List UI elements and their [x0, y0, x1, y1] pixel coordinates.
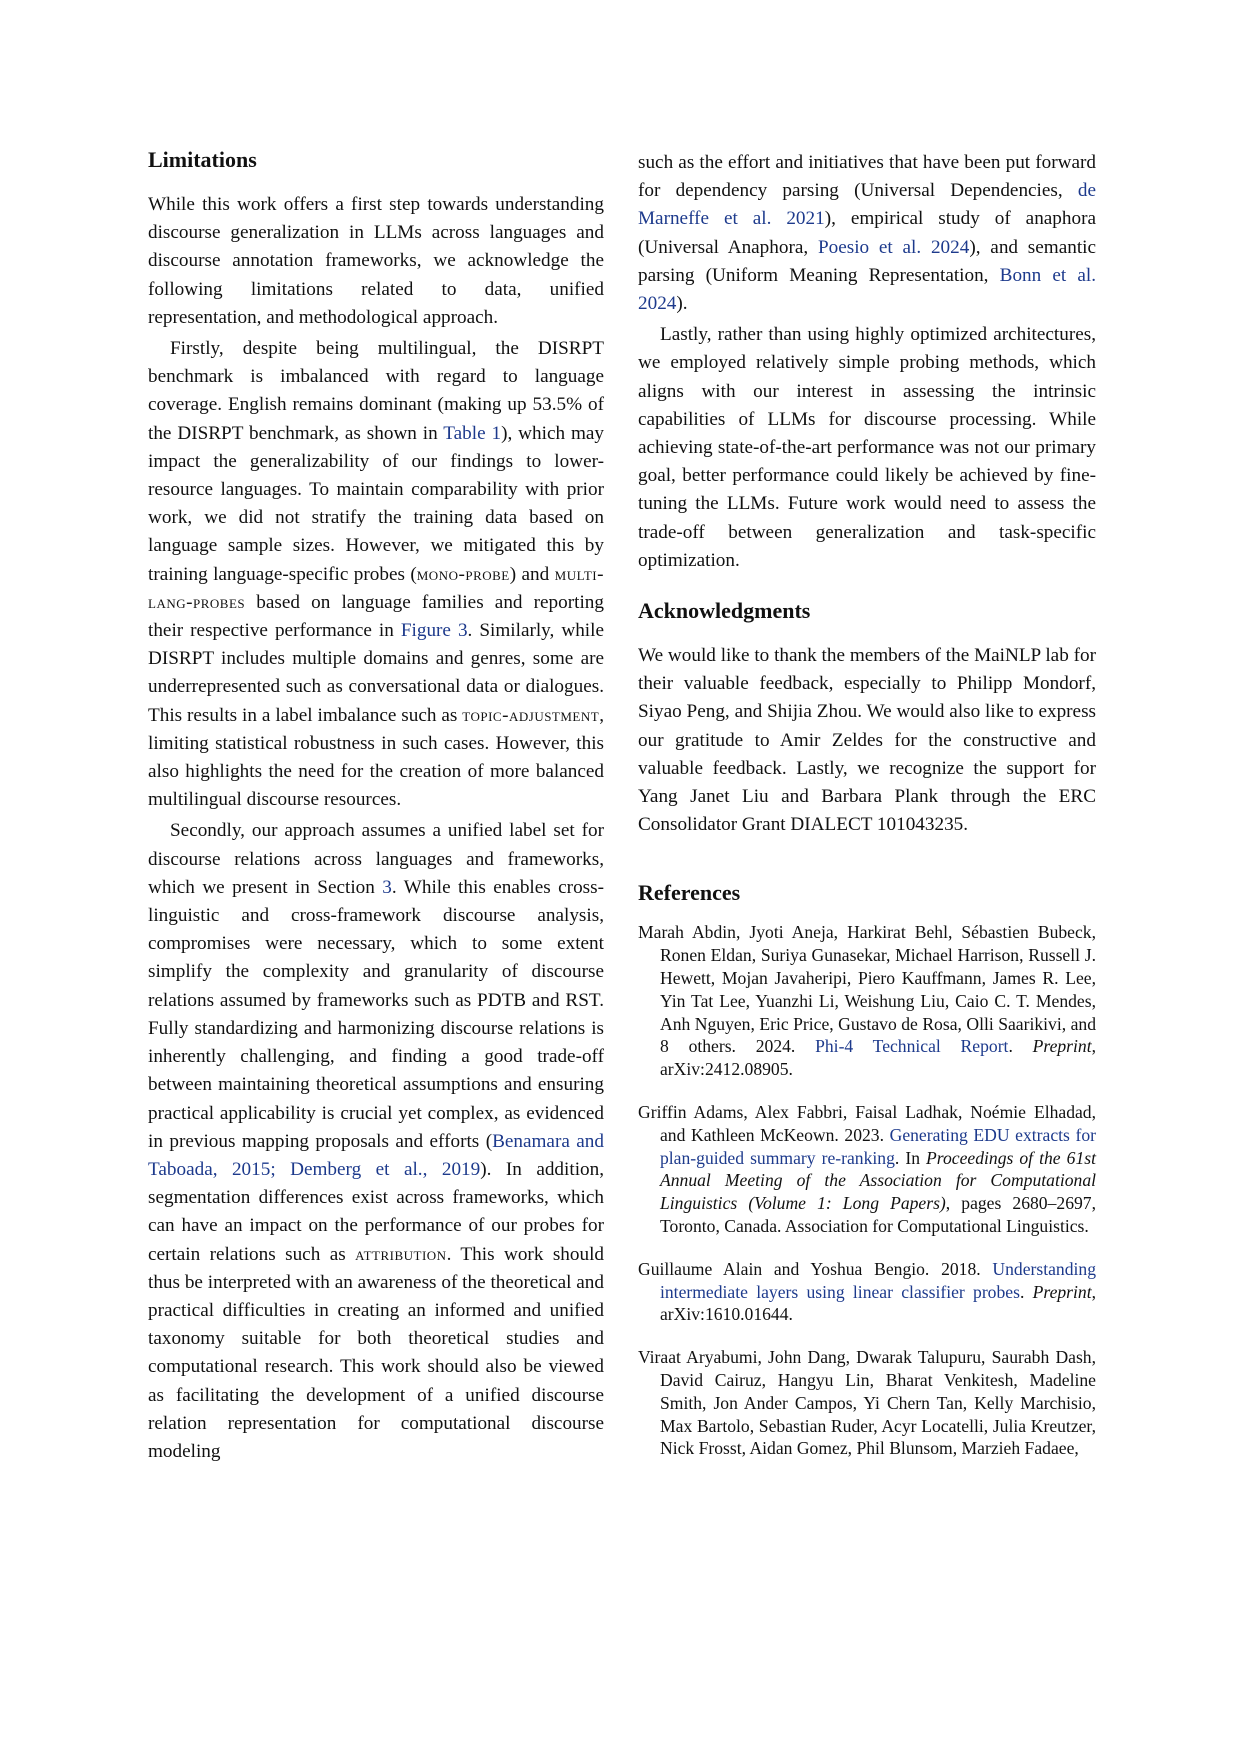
benamara-demberg-citation-link[interactable]: Benamara and Taboada, 2015; Demberg et al., 2019	[148, 1130, 604, 1180]
bonn-citation-link[interactable]: Bonn et al. 2024	[638, 264, 1097, 315]
understanding-intermediate-layers-link[interactable]: Understanding intermediate layers using linear classifier probes	[660, 1258, 1096, 1302]
topic-adjustment-term: topic-adjustment	[462, 704, 600, 726]
de-marneffe-citation-link[interactable]: de Marneffe et al. 2021	[638, 180, 1096, 230]
limitations-heading: Limitations	[148, 147, 257, 172]
figure-3-link[interactable]: Figure 3	[400, 620, 468, 642]
attribution-term: attribution	[355, 1243, 447, 1265]
reference-abdin-2024: Marah Abdin, Jyoti Aneja, Harkirat Behl, Sébastien Bubeck, Ronen Eldan, Suriya Gunasekar, Michael Harrison, Russell J. Hewett, Mojan Javaheripi, Piero Kauffmann, James R. Lee, Yin Tat Lee, Yuanzhi Li, Weishung Liu, Caio C. T. Mendes, Anh Nguyen, Eric Price, Gustavo de Rosa, Olli Saarikivi, and 8 others. 2024. Phi-4 Technical Report. Preprint, arXiv:2412.08905.	[638, 922, 1096, 1080]
reference-aryabumi: Viraat Aryabumi, John Dang, Dwarak Talupuru, Saurabh Dash, David Cairuz, Hangyu Lin, Bharat Venkitesh, Madeline Smith, Jon Ander Campos, Yi Chern Tan, Kelly Marchisio, Max Bartolo, Sebastian Ruder, Acyr Locatelli, Julia Kreutzer, Nick Frosst, Aidan Gomez, Phil Blunsom, Marzieh Fadaee,	[638, 1347, 1096, 1459]
generating-edu-extracts-link[interactable]: Generating EDU extracts for plan-guided summary re-ranking	[660, 1124, 1097, 1168]
section-3-link[interactable]: 3	[382, 876, 392, 898]
table-1-link[interactable]: Table 1	[443, 422, 502, 444]
reference-adams-2023: Griffin Adams, Alex Fabbri, Faisal Ladhak, Noémie Elhadad, and Kathleen McKeown. 2023. Generating EDU extracts for plan-guided summary re-ranking. In Proceedings of the 61st Annual Meeting of the Association for Computational Linguistics (Volume 1: Long Papers), pages 2680–2697, Toronto, Canada. Association for Computational Linguistics.	[638, 1102, 1097, 1237]
reference-alain-2018: Guillaume Alain and Yoshua Bengio. 2018. Understanding intermediate layers using linear classifier probes. Preprint, arXiv:1610.01644.	[638, 1258, 1096, 1325]
limitations-paragraph-3: Secondly, our approach assumes a unified label set for discourse relations across languages and frameworks, which we present in Section 3. While this enables cross-linguistic and cross-framework discourse analysis, compromises were necessary, which to some extent simplify the complexity and granularity of discourse relations assumed by frameworks such as PDTB and RST. Fully standardizing and harmonizing discourse relations is inherently challenging, and finding a good trade-off between maintaining theoretical assumptions and ensuring practical applicability is crucial yet complex, as evidenced in previous mapping proposals and efforts (Benamara and Taboada, 2015; Demberg et al., 2019). In addition, segmentation differences exist across frameworks, which can have an impact on the performance of our probes for certain relations such as attribution. This work should thus be interpreted with an awareness of the theoretical and practical difficulties in creating an informed and unified taxonomy suitable for both theoretical studies and computational research. This work should also be viewed as facilitating the development of a unified discourse relation representation for computational discourse modeling	[148, 820, 605, 1462]
left-column	[148, 146, 604, 1466]
limitations-paragraph-1: While this work offers a first step towards understanding discourse generalization in LLMs across languages and discourse annotation frameworks, we acknowledge the following limitations related to data, unified representation, and methodological approach.	[148, 194, 604, 328]
multi-lang-probes-term: multi-lang-probes	[148, 563, 605, 613]
limitations-last-paragraph: Lastly, rather than using highly optimized architectures, we employed relatively simple probing methods, which aligns with our interest in assessing the intrinsic capabilities of LLMs for discourse processing. While achieving state-of-the-art performance was not our primary goal, better performance could likely be achieved by fine-tuning the LLMs. Future work would need to assess the trade-off between generalization and task-specific optimization.	[638, 324, 1096, 571]
references-heading: References	[638, 880, 741, 906]
phi-4-report-link[interactable]: Phi-4 Technical Report	[815, 1036, 1009, 1057]
right-column	[638, 149, 1096, 1480]
acknowledgments-paragraph: We would like to thank the members of the MaiNLP lab for their valuable feedback, especially to Philipp Mondorf, Siyao Peng, and Shijia Zhou. We would also like to express our gratitude to Amir Zeldes for the constructive and valuable feedback. Lastly, we recognize the support for Yang Janet Liu and Barbara Plank through the ERC Consolidator Grant DIALECT 101043235.	[638, 645, 1096, 836]
limitations-paragraph-2: Firstly, despite being multilingual, the DISRPT benchmark is imbalanced with regard to language coverage. English remains dominant (making up 53.5% of the DISRPT benchmark, as shown in Table 1), which may impact the generalizability of our findings to lower-resource languages. To maintain comparability with prior work, we did not stratify the training data based on language sample sizes. However, we mitigated this by training language-specific probes (mono-probe) and multi-lang-probes based on language families and reporting their respective performance in Figure 3. Similarly, while DISRPT includes multiple domains and genres, some are underrepresented such as conversational data or dialogues. This results in a label imbalance such as topic-adjustment, limiting statistical robustness in such cases. However, this also highlights the need for the creation of more balanced multilingual discourse resources.	[148, 338, 605, 811]
acknowledgments-heading: Acknowledgments	[638, 598, 811, 624]
mono-probe-term: mono-probe	[416, 563, 510, 585]
poesio-citation-link[interactable]: Poesio et al. 2024	[817, 236, 970, 258]
limitations-continued-paragraph: such as the effort and initiatives that have been put forward for dependency parsing (Universal Dependencies, de Marneffe et al. 2021), empirical study of anaphora (Universal Anaphora, Poesio et al. 2024), and semantic parsing (Uniform Meaning Representation, Bonn et al. 2024).	[638, 152, 1097, 315]
